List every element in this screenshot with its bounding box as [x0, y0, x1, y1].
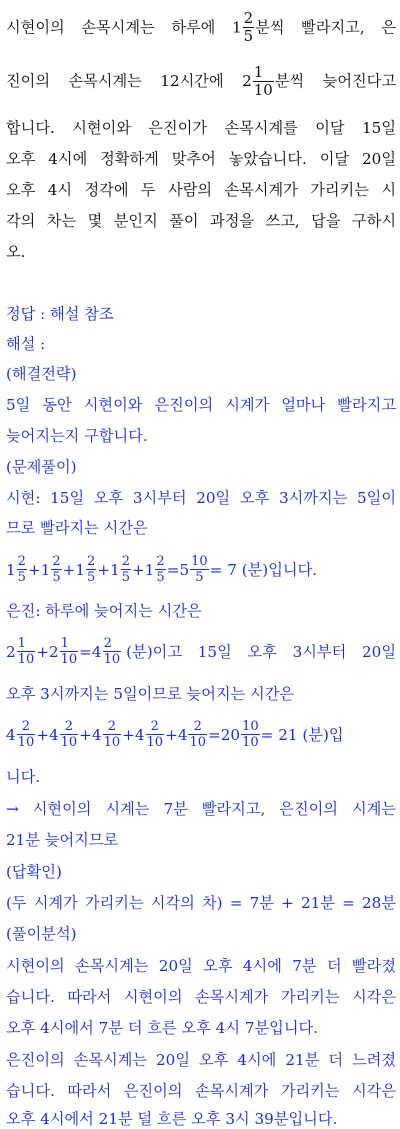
strategy-heading: (해결전략) [6, 365, 77, 383]
fraction-denominator: 5 [121, 569, 131, 585]
fraction [17, 720, 36, 749]
plus-sign: + [27, 561, 41, 579]
plus-sign: + [132, 561, 145, 579]
fraction-denominator: 10 [146, 734, 164, 750]
fraction-denominator: 10 [60, 734, 78, 750]
mixed-whole: 1 [6, 561, 16, 579]
mixed-whole: 4 [177, 726, 188, 744]
analysis-heading: (풀이분석) [6, 925, 77, 943]
fraction-numerator: 10 [191, 553, 208, 569]
plus-sign: + [36, 726, 49, 744]
solution-line: 오후 3시까지는 5일이므로 늦어지는 시간은 [6, 685, 295, 703]
equals-sign: = [166, 561, 180, 579]
fraction-denominator: 10 [189, 734, 207, 750]
fraction [188, 720, 207, 749]
fraction-numerator: 2 [17, 720, 36, 735]
solution-line: 므로 빨라지는 시간은 [6, 519, 148, 537]
fraction [241, 720, 260, 749]
solution-line: 오후 4시에서 21분 덜 흐른 오후 3시 39분입니다. [6, 1110, 338, 1128]
equals-sign: = [208, 726, 221, 744]
mixed-whole: 4 [134, 726, 145, 744]
plus-sign: + [122, 726, 135, 744]
question-line-2 [6, 64, 396, 98]
question-text: 분씩 빨라지고, 은 [255, 18, 396, 37]
mixed-whole: 5 [179, 561, 190, 579]
fraction [103, 720, 122, 749]
equals-sign: = [79, 643, 92, 661]
explanation-label: 해설 : [6, 335, 46, 353]
mixed-whole: 4 [6, 726, 16, 744]
fraction [17, 555, 27, 584]
equation-1 [6, 552, 396, 586]
fraction [51, 555, 61, 584]
plus-sign: + [36, 643, 49, 661]
fraction [121, 555, 131, 584]
answer-label: 정답 : 해설 참조 [6, 305, 114, 323]
solution-line: 21분 늦어지므로 [6, 831, 119, 849]
fraction-denominator: 5 [52, 569, 61, 585]
fraction-denominator: 10 [103, 651, 121, 667]
solution-line: 니다. [6, 768, 41, 786]
equation-tail: = 7 (분)입니다. [209, 561, 318, 579]
equation-tail: = 21 (분)입 [260, 726, 344, 744]
fraction [86, 555, 96, 584]
fraction [243, 12, 255, 42]
fraction-numerator: 10 [242, 718, 259, 734]
fraction-numerator: 2 [146, 720, 165, 735]
mixed-whole: 1 [110, 561, 120, 579]
solution-line: 늦어지는지 구합니다. [6, 427, 148, 445]
fraction-numerator: 2 [60, 720, 79, 735]
fraction [103, 637, 122, 666]
fraction-denominator: 10 [17, 734, 35, 750]
fraction-numerator: 1 [253, 65, 274, 82]
fraction-numerator: 2 [17, 553, 26, 569]
mixed-whole: 1 [40, 561, 51, 579]
question-text: 분씩 늦어진다고 [274, 72, 396, 90]
solution-line: 은진이의 손목시계는 20일 오후 4시에 21분 더 느려졌 [6, 1051, 396, 1069]
fraction-numerator: 2 [156, 553, 165, 569]
plus-sign: + [165, 726, 178, 744]
question-line-3: 합니다. 시현이와 은진이가 손목시계를 이달 15일 [6, 119, 396, 137]
fraction [190, 555, 209, 584]
mixed-whole: 2 [6, 643, 16, 661]
fraction-denominator: 10 [60, 651, 78, 667]
fraction [17, 637, 36, 666]
fraction [60, 637, 79, 666]
fraction [253, 65, 274, 98]
fraction-numerator: 1 [17, 637, 36, 652]
mixed-whole: 1 [75, 561, 86, 579]
fraction-denominator: 10 [103, 734, 121, 750]
question-line-4: 오후 4시에 정확하게 맞추어 놓았습니다. 이달 20일 [6, 150, 396, 168]
fraction-denominator: 10 [242, 734, 259, 750]
solution-line: 오후 4시에서 7분 더 흐른 오후 4시 7분입니다. [6, 1019, 319, 1037]
fraction [60, 720, 79, 749]
fraction-numerator: 2 [52, 553, 61, 569]
solution-line: 습니다. 따라서 은진이의 손목시계가 가리키는 시각은 [6, 1082, 396, 1100]
fraction-numerator: 2 [188, 720, 207, 735]
question-line-1 [6, 12, 396, 42]
question-text: 진이의 손목시계는 12시간에 2 [6, 72, 252, 90]
fraction-numerator: 2 [103, 720, 122, 735]
solution-line: 시현이의 손목시계는 20일 오후 4시에 7분 더 빨라졌 [6, 957, 396, 975]
solution-line: 은진: 하루에 늦어지는 시간은 [6, 602, 202, 620]
question-line-5: 오후 4시 정각에 두 사람의 손목시계가 가리키는 시 [6, 181, 396, 199]
mixed-whole: 20 [220, 726, 241, 744]
fraction-denominator: 5 [195, 569, 204, 585]
fraction-denominator: 10 [17, 651, 35, 667]
question-line-7: 오. [6, 243, 26, 261]
fraction-numerator: 1 [60, 637, 79, 652]
mixed-whole: 1 [144, 561, 155, 579]
fraction [155, 555, 165, 584]
mixed-whole: 4 [91, 643, 102, 661]
mixed-whole: 2 [48, 643, 59, 661]
solution-line: 습니다. 따라서 시현이의 손목시계가 가리키는 시각은 [6, 988, 396, 1006]
solving-heading: (문제풀이) [6, 458, 77, 476]
fraction-denominator: 5 [87, 569, 96, 585]
solution-line: 시현: 15일 오후 3시부터 20일 오후 3시까지는 5일이 [6, 489, 396, 507]
fraction-numerator: 2 [103, 637, 122, 652]
fraction-denominator: 5 [17, 569, 26, 585]
plus-sign: + [97, 561, 111, 579]
question-line-6: 각의 차는 몇 분인지 풀이 과정을 쓰고, 답을 구하시 [6, 212, 396, 230]
fraction-denominator: 5 [156, 569, 165, 585]
check-heading: (답확인) [6, 863, 62, 881]
fraction-denominator: 5 [243, 27, 254, 42]
equation-tail: (분)이고 15일 오후 3시부터 20일 [126, 643, 396, 661]
question-text: 시현이의 손목시계는 하루에 1 [6, 18, 242, 37]
solution-line: 5일 동안 시현이와 은진이의 시계가 얼마나 빨라지고 [6, 396, 396, 414]
solution-line: (두 시계가 가리키는 시각의 차) = 7분 + 21분 = 28분 [6, 894, 396, 912]
fraction-numerator: 2 [87, 553, 96, 569]
fraction-numerator: 2 [121, 553, 131, 569]
plus-sign: + [62, 561, 76, 579]
mixed-whole: 4 [91, 726, 102, 744]
equation-2 [6, 634, 396, 668]
mixed-whole: 4 [48, 726, 59, 744]
fraction-denominator: 10 [253, 80, 273, 98]
solution-line: → 시현이의 시계는 7분 빨라지고, 은진이의 시계는 [6, 800, 396, 818]
fraction-numerator: 2 [243, 12, 254, 27]
fraction [146, 720, 165, 749]
equation-3 [6, 717, 396, 751]
plus-sign: + [79, 726, 92, 744]
